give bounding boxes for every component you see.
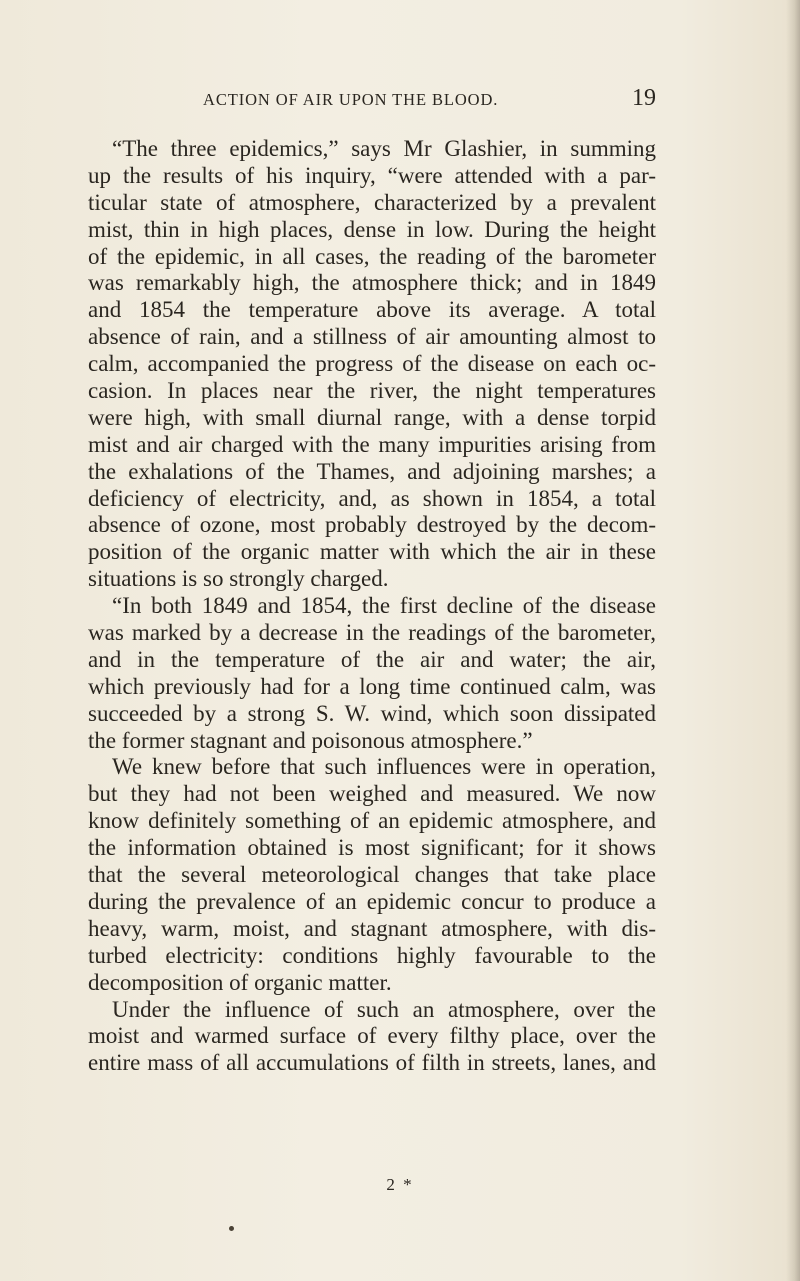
text-line: the former stagnant and poisonous atmosphere.” xyxy=(88,727,533,753)
text-line: moist and warmed surface of every filthy place, over the xyxy=(88,1023,656,1049)
text-line: which previously had for a long time continued calm, was xyxy=(88,673,656,699)
text-line: entire mass of all accumulations of filth in streets, lanes, and xyxy=(88,1050,656,1076)
text-line: but they had not been weighed and measured. We now xyxy=(88,781,656,807)
printer-signature-mark: 2 * xyxy=(386,1175,414,1194)
text-line: up the results of his inquiry, “were attended with a par- xyxy=(88,162,656,188)
text-line: and in the temperature of the air and water; the air, xyxy=(88,646,656,672)
body-text xyxy=(88,136,656,1077)
running-title: ACTION OF AIR UPON THE BLOOD. xyxy=(203,90,499,109)
text-line: was remarkably high, the atmosphere thick; and in 1849 xyxy=(88,270,656,296)
text-line: decomposition of organic matter. xyxy=(88,969,392,995)
text-line: turbed electricity: conditions highly favourable to the xyxy=(88,942,656,968)
text-line: the exhalations of the Thames, and adjoining marshes; a xyxy=(88,458,656,484)
running-head xyxy=(88,85,656,116)
text-line: calm, accompanied the progress of the disease on each oc- xyxy=(88,351,656,377)
text-line: heavy, warm, moist, and stagnant atmosphere, with dis- xyxy=(88,915,656,941)
text-line: We knew before that such influences were in operation, xyxy=(112,754,656,780)
text-line: situations is so strongly charged. xyxy=(88,566,389,592)
text-line: Under the influence of such an atmosphere, over the xyxy=(112,996,656,1022)
text-line: absence of ozone, most probably destroyed by the decom- xyxy=(88,512,656,538)
text-line: absence of rain, and a stillness of air amounting almost to xyxy=(88,324,656,350)
text-line: the information obtained is most significant; for it shows xyxy=(88,835,656,861)
text-line: ticular state of atmosphere, characterized by a prevalent xyxy=(88,189,656,215)
text-line: and 1854 the temperature above its average. A total xyxy=(88,297,656,323)
page-edge-shadow xyxy=(786,0,800,1281)
page-number: 19 xyxy=(632,85,656,111)
text-line: succeeded by a strong S. W. wind, which soon dissipated xyxy=(88,700,656,726)
text-line: mist and air charged with the many impurities arising from xyxy=(88,431,656,457)
text-line: mist, thin in high places, dense in low. During the height xyxy=(88,216,656,242)
ink-speck xyxy=(229,1226,234,1231)
text-line: of the epidemic, in all cases, the reading of the barometer xyxy=(88,243,656,269)
text-line: “In both 1849 and 1854, the first decline of the disease xyxy=(112,593,656,619)
text-line: “The three epidemics,” says Mr Glashier, in summing xyxy=(112,136,656,161)
text-line: was marked by a decrease in the readings of the barometer, xyxy=(88,620,656,646)
text-line: during the prevalence of an epidemic concur to produce a xyxy=(88,888,656,914)
text-line: that the several meteorological changes that take place xyxy=(88,862,656,888)
text-line: know definitely something of an epidemic atmosphere, and xyxy=(88,808,656,834)
text-line: position of the organic matter with which the air in these xyxy=(88,539,656,565)
text-line: casion. In places near the river, the night temperatures xyxy=(88,378,656,404)
text-line: were high, with small diurnal range, with a dense torpid xyxy=(88,404,656,430)
text-line: deficiency of electricity, and, as shown in 1854, a total xyxy=(88,485,656,511)
